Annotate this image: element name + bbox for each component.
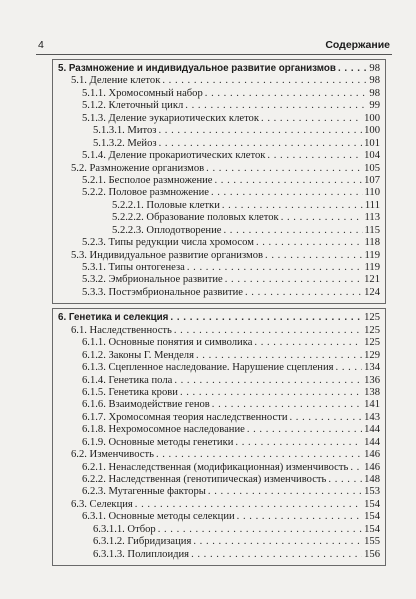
dot-leader	[159, 138, 363, 150]
toc-entry-page: 115	[364, 224, 380, 236]
toc-entry-page: 144	[364, 436, 380, 448]
toc-entry-page: 110	[364, 187, 380, 199]
toc-entry-title: 5.2.1. Бесполое размножение	[82, 174, 213, 186]
toc-entry	[58, 113, 380, 125]
dot-leader	[235, 437, 362, 449]
toc-entry	[58, 387, 380, 399]
dot-leader	[237, 511, 362, 523]
dot-leader	[225, 274, 362, 286]
dot-leader	[170, 312, 362, 324]
dot-leader	[290, 412, 363, 424]
toc-entry-title: 5.1.1. Хромосомный набор	[82, 87, 203, 99]
toc-entry-title: 6.1.4. Генетика пола	[82, 374, 173, 386]
toc-entry-title: 5.3.1. Типы онтогенеза	[82, 262, 185, 273]
toc-entry	[58, 424, 380, 436]
dot-leader	[180, 387, 362, 399]
toc-entry	[58, 100, 380, 112]
toc-entry	[58, 474, 380, 486]
dot-leader	[211, 187, 363, 199]
toc-entry-page: 154	[364, 498, 380, 510]
toc-entry	[58, 412, 380, 424]
toc-entry	[58, 200, 380, 212]
toc-entry	[58, 524, 380, 536]
toc-chapter-entry	[58, 63, 380, 75]
page-number: 4	[38, 39, 44, 51]
table-of-contents	[52, 59, 386, 566]
toc-entry-title: 6.3.1.1. Отбор	[93, 523, 156, 535]
toc-entry-title: 5.3.2. Эмбриональное развитие	[82, 274, 223, 286]
dot-leader	[208, 486, 362, 498]
dot-leader	[135, 499, 362, 511]
toc-entry	[58, 262, 380, 274]
dot-leader	[205, 88, 368, 100]
toc-entry	[58, 187, 380, 199]
toc-entry-page: 134	[364, 362, 380, 374]
dot-leader	[247, 424, 362, 436]
dot-leader	[281, 212, 363, 224]
toc-entry-title: 6.2.3. Мутагенные факторы	[82, 486, 206, 498]
toc-entry	[58, 325, 380, 337]
toc-entry-page: 104	[364, 150, 380, 162]
toc-entry	[58, 250, 380, 262]
toc-entry	[58, 88, 380, 100]
toc-entry	[58, 287, 380, 299]
dot-leader	[222, 200, 363, 212]
toc-entry	[58, 125, 380, 137]
toc-entry-page: 98	[369, 63, 380, 74]
toc-section	[52, 308, 386, 566]
dot-leader	[261, 113, 362, 125]
dot-leader	[215, 175, 363, 187]
toc-entry-title: 6.3.1.2. Гибридизация	[93, 536, 192, 548]
toc-entry-page: 155	[364, 536, 380, 548]
toc-entry-page: 100	[364, 125, 380, 137]
toc-entry-title: 6.1.3. Сцепленное наследование. Нарушение сцепления	[82, 362, 334, 374]
toc-entry-title: 6. Генетика и селекция	[58, 312, 169, 324]
toc-entry-title: 5.2.3. Типы редукции числа хромосом	[82, 237, 254, 249]
toc-entry	[58, 163, 380, 175]
toc-entry-page: 138	[364, 386, 380, 398]
toc-entry-page: 99	[369, 100, 380, 112]
dot-leader	[191, 549, 362, 561]
toc-entry-title: 5.2. Размножение организмов	[71, 162, 205, 174]
toc-entry-page: 125	[364, 324, 380, 336]
toc-entry-title: 5.3. Индивидуальное развитие организмов	[71, 249, 264, 261]
toc-entry-title: 5.2.2.2. Образование половых клеток	[112, 212, 279, 224]
toc-entry-title: 5.1.2. Клеточный цикл	[82, 100, 184, 112]
toc-chapter-entry	[58, 312, 380, 324]
toc-entry-page: 119	[364, 249, 380, 261]
toc-entry	[58, 449, 380, 461]
toc-entry	[58, 375, 380, 387]
toc-entry	[58, 486, 380, 498]
toc-entry-page: 154	[364, 523, 380, 535]
toc-entry-page: 98	[369, 87, 380, 99]
toc-entry-title: 6.2. Изменчивость	[71, 449, 154, 461]
dot-leader	[212, 399, 362, 411]
toc-entry-page: 146	[364, 461, 380, 473]
toc-entry-title: 5.2.2.3. Оплодотворение	[112, 224, 222, 236]
dot-leader	[156, 449, 362, 461]
dot-leader	[254, 337, 362, 349]
toc-entry-page: 113	[364, 212, 380, 224]
toc-entry-title: 6.1.7. Хромосомная теория наследственности	[82, 411, 288, 423]
toc-entry-title: 6.2.1. Ненаследственная (модификационная) изменчивость	[82, 461, 349, 473]
toc-entry-title: 5.1.3.2. Мейоз	[93, 137, 157, 149]
toc-entry-title: 5.1. Деление клеток	[71, 75, 161, 87]
toc-entry	[58, 437, 380, 449]
toc-entry	[58, 536, 380, 548]
dot-leader	[174, 325, 362, 337]
dot-leader	[159, 125, 363, 137]
dot-leader	[206, 163, 362, 175]
toc-entry-page: 119	[364, 262, 380, 273]
toc-entry	[58, 462, 380, 474]
toc-entry-title: 6.1.2. Законы Г. Менделя	[82, 349, 194, 361]
toc-entry-page: 121	[364, 274, 380, 286]
toc-entry-page: 111	[364, 199, 380, 211]
toc-entry-title: 6.1.6. Взаимодействие генов	[82, 399, 210, 411]
toc-entry-page: 107	[364, 174, 380, 186]
toc-entry	[58, 212, 380, 224]
toc-entry-page: 136	[364, 374, 380, 386]
toc-entry	[58, 350, 380, 362]
toc-entry	[58, 150, 380, 162]
toc-entry-title: 6.3. Селекция	[71, 498, 133, 510]
toc-entry-title: 6.3.1. Основные методы селекции	[82, 511, 235, 523]
toc-entry-page: 118	[364, 237, 380, 249]
toc-entry	[58, 225, 380, 237]
dot-leader	[158, 524, 362, 536]
toc-entry-title: 5.3.3. Постэмбриональное развитие	[82, 286, 243, 298]
toc-entry-title: 5.1.3. Деление эукариотических клеток	[82, 112, 260, 124]
dot-leader	[267, 150, 362, 162]
toc-entry-title: 5.2.2. Половое размножение	[82, 187, 209, 199]
toc-entry-title: 6.1.8. Нехромосомное наследование	[82, 424, 245, 436]
dot-leader	[256, 237, 363, 249]
dot-leader	[245, 287, 362, 299]
toc-section	[52, 59, 386, 304]
dot-leader	[328, 474, 362, 486]
toc-entry-page: 125	[364, 312, 380, 324]
toc-entry	[58, 138, 380, 150]
toc-entry-page: 146	[364, 449, 380, 461]
toc-entry-title: 6.1.9. Основные методы генетики	[82, 436, 234, 448]
dot-leader	[338, 63, 367, 75]
toc-entry	[58, 549, 380, 561]
toc-entry-page: 156	[364, 548, 380, 560]
toc-entry-page: 143	[364, 411, 380, 423]
toc-entry-page: 144	[364, 424, 380, 436]
toc-entry-title: 5. Размножение и индивидуальное развитие организмов	[58, 63, 336, 74]
toc-entry	[58, 274, 380, 286]
toc-entry-page: 129	[364, 349, 380, 361]
toc-entry	[58, 237, 380, 249]
dot-leader	[196, 350, 362, 362]
dot-leader	[350, 462, 362, 474]
dot-leader	[336, 362, 363, 374]
dot-leader	[187, 262, 363, 274]
toc-entry	[58, 499, 380, 511]
toc-entry-title: 5.1.3.1. Митоз	[93, 125, 157, 137]
header-divider	[36, 54, 392, 55]
toc-entry-page: 105	[364, 162, 380, 174]
toc-entry-page: 101	[364, 137, 380, 149]
toc-entry	[58, 75, 380, 87]
toc-entry-page: 141	[364, 399, 380, 411]
toc-entry-page: 153	[364, 486, 380, 498]
dot-leader	[193, 536, 362, 548]
running-header	[38, 39, 390, 53]
dot-leader	[185, 100, 367, 112]
toc-entry-page: 154	[364, 511, 380, 523]
toc-entry	[58, 337, 380, 349]
toc-entry-title: 6.3.1.3. Полиплоидия	[93, 548, 190, 560]
toc-entry-page: 124	[364, 286, 380, 298]
toc-entry	[58, 362, 380, 374]
toc-entry-title: 5.2.2.1. Половые клетки	[112, 199, 220, 211]
toc-entry-page: 100	[364, 112, 380, 124]
toc-entry-page: 148	[364, 474, 380, 485]
toc-entry-page: 98	[369, 75, 380, 87]
toc-entry-title: 6.1.5. Генетика крови	[82, 386, 178, 398]
dot-leader	[223, 225, 362, 237]
running-title: Содержание	[325, 39, 390, 51]
toc-entry-title: 6.1. Наследственность	[71, 324, 172, 336]
toc-entry	[58, 399, 380, 411]
toc-entry	[58, 511, 380, 523]
dot-leader	[174, 375, 362, 387]
dot-leader	[265, 250, 362, 262]
toc-entry-title: 6.1.1. Основные понятия и символика	[82, 337, 253, 349]
toc-entry-title: 5.1.4. Деление прокариотических клеток	[82, 150, 266, 162]
toc-entry-page: 125	[364, 337, 380, 349]
dot-leader	[162, 75, 367, 87]
toc-entry-title: 6.2.2. Наследственная (генотипическая) изменчивость	[82, 474, 327, 485]
toc-entry	[58, 175, 380, 187]
